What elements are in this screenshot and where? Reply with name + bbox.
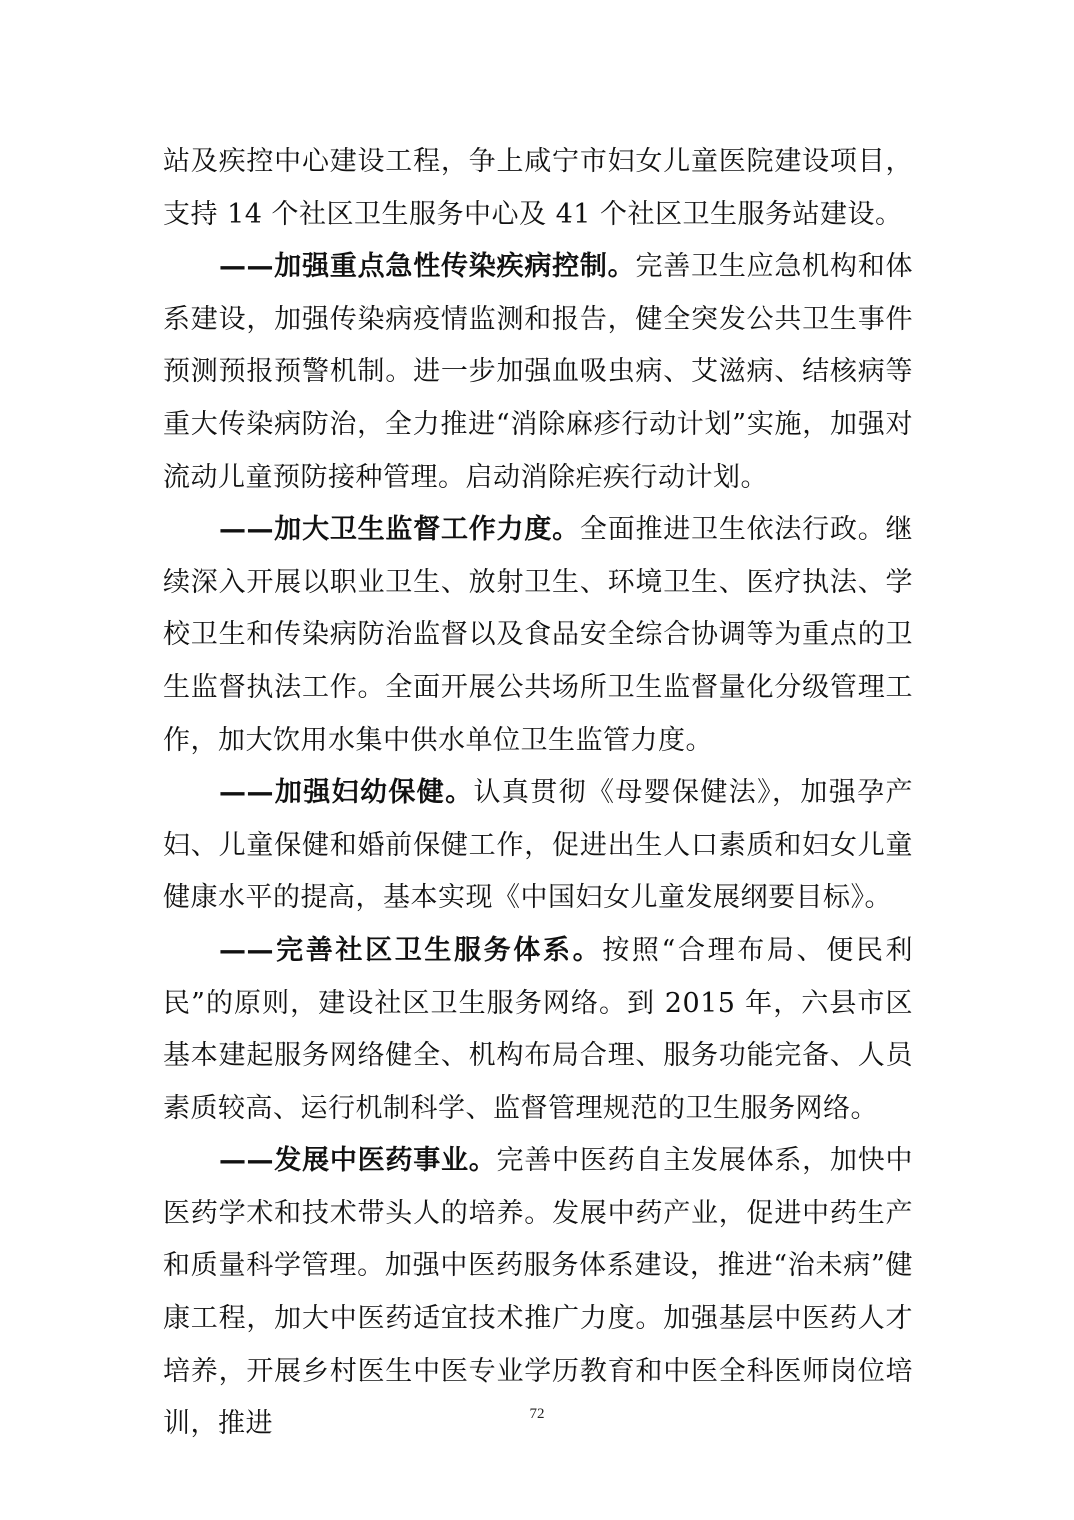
page-number: 72 — [529, 1406, 545, 1422]
paragraph-infectious-disease-control — [163, 241, 913, 504]
paragraph-text: 按照“合理布局、便民利民”的原则，建设社区卫生服务网络。到 2015 年，六县市区基本建起服务网络健全、机构布局合理、服务功能完备、人员素质较高、运行机制科学、监督管理规范的卫生服务网络。 — [163, 934, 914, 1124]
paragraph-text: 认真贯彻《母婴保健法》，加强孕产妇、儿童保健和婚前保健工作，促进出生人口素质和妇女儿童健康水平的提高，基本实现《中国妇女儿童发展纲要目标》。 — [163, 777, 914, 914]
paragraph-heading: ——完善社区卫生服务体系。 — [219, 934, 603, 966]
paragraph-text: 全面推进卫生依法行政。继续深入开展以职业卫生、放射卫生、环境卫生、医疗执法、学校卫生和传染病防治监督以及食品安全综合协调等为重点的卫生监督执法工作。全面开展公共场所卫生监督量化分级管理工作，加大饮用水集中供水单位卫生监管力度。 — [163, 514, 914, 756]
paragraph-maternal-child-health — [163, 767, 913, 925]
body-text — [163, 136, 913, 1451]
paragraph-heading: ——加强重点急性传染疾病控制。 — [219, 251, 636, 283]
paragraph-heading: ——加大卫生监督工作力度。 — [219, 514, 580, 546]
paragraph-community-health-service — [163, 925, 913, 1135]
paragraph-text: 完善中医药自主发展体系，加快中医药学术和技术带头人的培养。发展中药产业，促进中药生产和质量科学管理。加强中医药服务体系建设，推进“治未病”健康工程，加大中医药适宜技术推广力度。加强基层中医药人才培养，开展乡村医生中医专业学历教育和中医全科医师岗位培训，推进 — [163, 1145, 914, 1440]
paragraph-heading: ——加强妇幼保健。 — [219, 777, 474, 809]
paragraph-continuation — [163, 136, 913, 241]
paragraph-text: 站及疾控中心建设工程，争上咸宁市妇女儿童医院建设项目，支持 14 个社区卫生服务中心及 41 个社区卫生服务站建设。 — [163, 146, 913, 230]
paragraph-health-supervision — [163, 504, 913, 767]
paragraph-traditional-medicine — [163, 1135, 913, 1451]
paragraph-heading: ——发展中医药事业。 — [219, 1145, 497, 1177]
paragraph-text: 完善卫生应急机构和体系建设，加强传染病疫情监测和报告，健全突发公共卫生事件预测预报预警机制。进一步加强血吸虫病、艾滋病、结核病等重大传染病防治，全力推进“消除麻疹行动计划”实施，加强对流动儿童预防接种管理。启动消除疟疾行动计划。 — [163, 251, 914, 493]
